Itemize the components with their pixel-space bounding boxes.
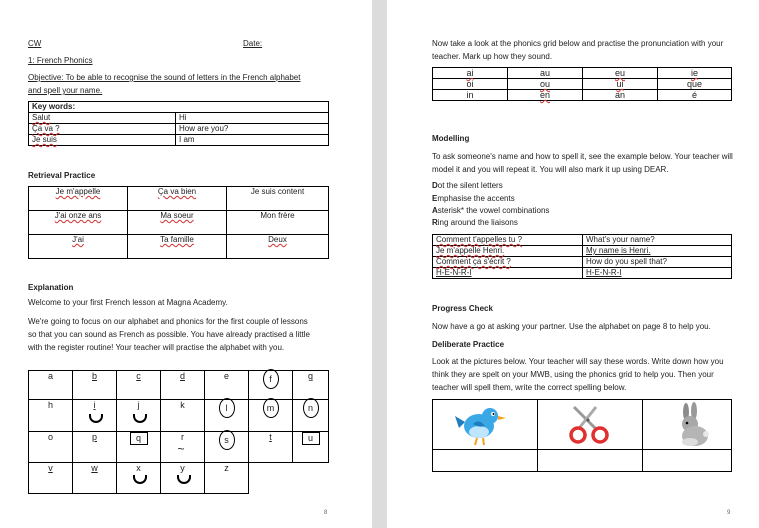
table-row: [433, 268, 732, 279]
table-row: [433, 257, 732, 268]
retrieval-cell: Ta famille: [160, 235, 194, 244]
table-row: [433, 235, 732, 246]
alphabet-letter: e: [223, 371, 229, 381]
phonics-cell: eu: [614, 68, 625, 78]
dialogue-fr: H-E-N-R-I: [436, 268, 472, 277]
smile-mark-icon: [133, 414, 147, 423]
alphabet-letter: z: [224, 463, 229, 473]
dear-line: [432, 194, 515, 204]
welcome-text: Welcome to your first French lesson at Magna Academy.: [28, 298, 228, 307]
dear-letter: R: [432, 218, 438, 227]
tilde-mark-icon: ~: [177, 442, 185, 456]
lesson-title: 1: French Phonics: [28, 56, 93, 65]
table-row: [29, 371, 329, 400]
phonics-cell: ui: [616, 79, 624, 89]
picture-cell: [643, 400, 732, 450]
smile-mark-icon: [177, 475, 191, 484]
alphabet-letter: k: [180, 400, 185, 410]
retrieval-cell: Deux: [268, 235, 287, 244]
table-row: [29, 211, 329, 235]
keyword-en: How are you?: [176, 124, 329, 135]
keywords-table: [28, 101, 329, 146]
progress-title: Progress Check: [432, 304, 493, 313]
alphabet-letter: u: [302, 432, 320, 445]
alphabet-letter: a: [47, 371, 53, 381]
table-row: [433, 400, 732, 450]
alphabet-letter: d: [179, 371, 185, 381]
smile-mark-icon: [89, 414, 103, 423]
table-row: [29, 400, 329, 432]
modelling-title: Modelling: [432, 134, 470, 143]
alphabet-letter: n: [303, 398, 319, 418]
dear-letter: E: [432, 194, 438, 203]
intro-text: Now take a look at the phonics grid below and practise the pronunciation with your teacher. Mark up how they sound.: [432, 39, 724, 61]
page-number: 9: [727, 510, 731, 516]
table-row: [433, 79, 732, 90]
page-gutter: [372, 0, 387, 528]
picture-cell: [433, 400, 538, 450]
answer-cell[interactable]: [433, 450, 538, 472]
phonics-cell: que: [686, 79, 703, 89]
table-row: [29, 135, 329, 146]
dear-letter: A: [432, 206, 438, 215]
table-row: [29, 187, 329, 211]
dear-text: sterisk* the vowel combinations: [437, 206, 550, 215]
alphabet-letter: w: [91, 463, 98, 473]
date-label: Date:: [243, 39, 263, 48]
alphabet-letter: o: [47, 432, 53, 442]
keyword-fr: Salut: [32, 113, 51, 122]
dialogue-en: How do you spell that?: [583, 257, 732, 268]
dialogue-fr: Comment t'appelles tu ?: [436, 235, 523, 244]
alphabet-letter: f: [263, 369, 279, 389]
phonics-cell: oi: [466, 79, 474, 89]
explanation-paragraph: We're going to focus on our alphabet and phonics for the first couple of lessons so that you can sound as French as possible. You have already practised a little with the register routine! Your teacher will practise the alphabet with you.: [28, 317, 310, 352]
bird-icon: [453, 402, 509, 448]
answer-cell[interactable]: [643, 450, 732, 472]
table-row: [433, 450, 732, 472]
keywords-header: Key words:: [29, 102, 329, 113]
dialogue-fr: Je m'appelle Henri.: [436, 246, 505, 255]
keyword-fr: Je suis: [32, 135, 57, 144]
alphabet-letter: p: [91, 432, 97, 442]
cw-label: CW: [28, 39, 42, 48]
phonics-cell: ai: [466, 68, 474, 78]
phonics-cell: en: [539, 90, 550, 100]
pictures-table: [432, 399, 732, 472]
dialogue-fr: Comment ça s'écrit ?: [436, 257, 511, 266]
dialogue-en: H-E-N-R-I: [586, 268, 622, 277]
phonics-cell: ie: [690, 68, 698, 78]
dear-text: mphasise the accents: [437, 194, 515, 203]
retrieval-cell: Ma soeur: [160, 211, 194, 220]
modelling-paragraph: To ask someone's name and how to spell it, see the example below. Your teacher will model it and you will repeat it. You will also mark it up using DEAR.: [432, 152, 733, 174]
alphabet-letter: x: [136, 463, 141, 473]
scissors-icon: [568, 403, 614, 447]
alphabet-letter: t: [269, 432, 272, 442]
alphabet-letter: l: [219, 398, 235, 418]
retrieval-cell: J'ai: [72, 235, 84, 244]
alphabet-letter: h: [47, 400, 53, 410]
retrieval-cell: Ça va bien: [157, 187, 197, 196]
smile-mark-icon: [133, 475, 147, 484]
alphabet-letter: s: [219, 430, 235, 450]
keyword-en: I am: [176, 135, 329, 146]
dear-line: [432, 206, 549, 216]
progress-text: Now have a go at asking your partner. Use the alphabet on page 8 to help you.: [432, 322, 711, 331]
dear-text: ot the silent letters: [437, 181, 503, 190]
keyword-en: Hi: [176, 113, 329, 124]
alphabet-letter: i: [93, 400, 96, 410]
dialogue-table: [432, 234, 732, 279]
table-row: [29, 113, 329, 124]
alphabet-letter: m: [263, 398, 279, 418]
phonics-cell: in: [466, 90, 474, 100]
retrieval-cell: Je m'appelle: [55, 187, 101, 196]
phonics-table: [432, 67, 732, 101]
dear-text: ing around the liaisons: [437, 218, 518, 227]
keyword-fr: Ça va ?: [32, 124, 60, 133]
table-row: [433, 246, 732, 257]
retrieval-title: Retrieval Practice: [28, 171, 96, 180]
phonics-cell: ou: [539, 79, 550, 89]
alphabet-letter: r: [181, 432, 184, 442]
dear-letter: D: [432, 181, 438, 190]
table-row: [433, 68, 732, 79]
retrieval-cell: Je suis content: [250, 187, 305, 196]
dialogue-en: My name is Henri.: [586, 246, 651, 255]
alphabet-letter: q: [130, 432, 148, 445]
left-page: [0, 0, 372, 528]
table-row: [29, 235, 329, 259]
explanation-title: Explanation: [28, 283, 74, 292]
phonics-cell: au: [539, 68, 550, 78]
retrieval-table: [28, 186, 329, 259]
phonics-cell: an: [614, 90, 625, 100]
deliberate-paragraph: Look at the pictures below. Your teacher will say these words. Write down how you think they are spelt on your MWB, using the phonics grid to help you. Then your teacher will spell them, write the correct spelling below.: [432, 357, 724, 392]
retrieval-cell: J'ai onze ans: [54, 211, 102, 220]
dialogue-en: What's your name?: [583, 235, 732, 246]
right-page: [387, 0, 759, 528]
table-row: [29, 124, 329, 135]
alphabet-table: [28, 370, 329, 494]
alphabet-letter: j: [137, 400, 140, 410]
dear-line: [432, 218, 518, 228]
retrieval-cell: Mon frère: [260, 211, 295, 220]
alphabet-letter: c: [136, 371, 141, 381]
alphabet-letter: b: [91, 371, 97, 381]
alphabet-letter: y: [180, 463, 185, 473]
alphabet-letter: g: [307, 371, 313, 381]
objective-line-1: Objective: To be able to recognise the sound of letters in the French alphabet: [28, 73, 301, 82]
picture-cell: [538, 400, 643, 450]
table-row: [29, 463, 329, 494]
page-number: 8: [324, 510, 328, 516]
dear-line: [432, 181, 503, 191]
rabbit-icon: [673, 402, 713, 448]
table-row: [29, 432, 329, 463]
phonics-cell: é: [691, 90, 697, 100]
alphabet-letter: v: [48, 463, 53, 473]
answer-cell[interactable]: [538, 450, 643, 472]
table-row: [433, 90, 732, 101]
deliberate-title: Deliberate Practice: [432, 340, 505, 349]
objective-line-2: and spell your name.: [28, 86, 103, 95]
